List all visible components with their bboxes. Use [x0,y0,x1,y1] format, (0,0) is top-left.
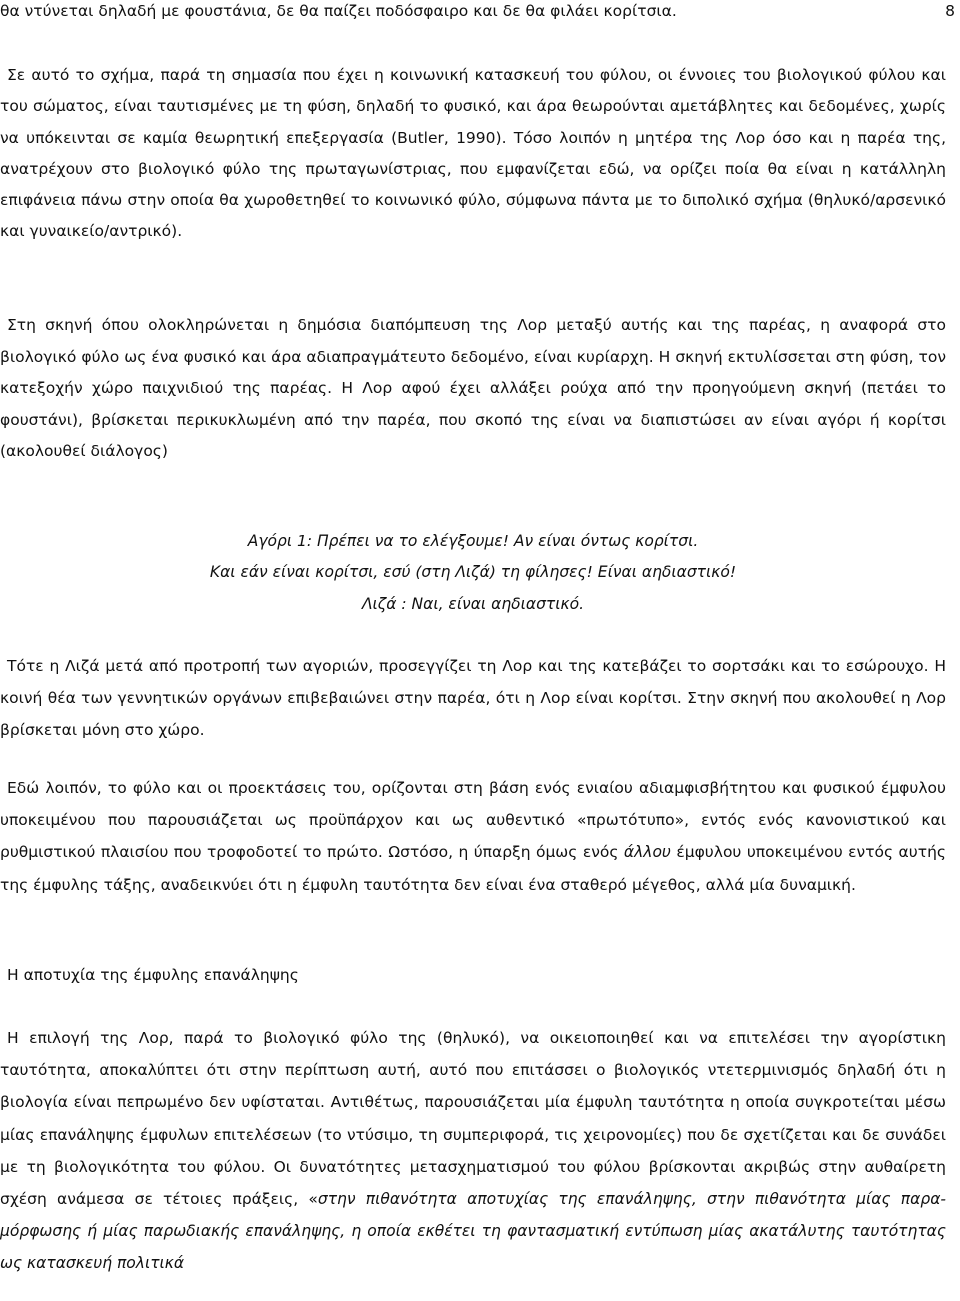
dialogue-block [0,526,946,620]
emphasized-word: άλλου [623,843,671,862]
page-header [0,0,960,24]
previous-page-fragment: θα ντύνεται δηλαδή με φουστάνια, δε θα παίζει ποδόσφαιρο και δε θα φιλάει κορίτσια. [0,2,677,20]
paragraph-liza-scene [0,650,946,746]
paragraph-text: Στη σκηνή όπου ολοκληρώνεται η δημόσια διαπόμπευση της Λορ μεταξύ αυτής και της παρέας, η αναφορά στο βιολογικό φύλο ως ένα φυσικό και άρα αδιαπραγμάτευτο δεδομένο, είναι κυρίαρχη. Η σκηνή εκτυλίσσεται στη φύση, τον κατεξοχήν χώρο παιχνιδιού της παρέας. Η Λορ αφού έχει αλλάξει ρούχα από την προηγούμενη σκηνή (πετάει το φουστάνι), βρίσκεται περικυκλωμένη από την παρέα, που σκοπό της είναι να διαπιστώσει αν είναι αγόρι ή κορίτσι (ακολουθεί διάλογος) [0,316,946,461]
dialogue-line: Αγόρι 1: Πρέπει να το ελέγξουμε! Αν είναι όντως κορίτσι. [247,532,699,550]
paragraph-text: Σε αυτό το σχήμα, παρά τη σημασία που έχει η κοινωνική κατασκευή του φύλου, οι έννοιες του βιολογικού φύλου και του σώματος, είναι ταυτισμένες με τη φύση, δηλαδή το φυσικό, και άρα θεωρούνται αμετάβλητες και δεδομένες, χωρίς να υπόκεινται σε καμία θεωρητική επεξεργασία (Butler, 1990). Τόσο λοιπόν η μητέρα της Λορ όσο και η παρέα της, ανατρέχουν στο βιολογικό φύλο της πρωταγωνίστριας, που εμφανίζεται εδώ, να ορίζει ποία θα είναι η κατάλληλη επιφάνεια πάνω στην οποία θα χωροθετηθεί το κοινωνικό φύλο, σύμφωνα πάντα με το διπολικό σχήμα (θηλυκό/αρσενικό και γυναικείο/αντρικό). [0,66,946,241]
paragraph-text-start: Η επιλογή της Λορ, παρά το βιολογικό φύλο της (θηλυκό), να οικειοποιηθεί και να επιτελέσει την αγορίστικη ταυτότητα, αποκαλύπτει ότι στην περίπτωση αυτή, αυτό που επιτάσσει ο βιολογικός ντετερμινισμός δηλαδή ότι η βιολογία είναι πεπρωμένο δεν υφίσταται. Αντιθέτως, παρουσιάζεται μία έμφυλη ταυτότητα η οποία συγκροτείται μέσω μίας επανάληψης έμφυλων επιτελέσεων (το ντύσιμο, τη συμπεριφορά, τις χειρονομίες) που δε σχετίζεται και δε συνάδει με τη βιολογικότητα του φύλου. Οι δυνατότητες μετασχηματισμού του φύλου βρίσκονται ακριβώς στην αυθαίρετη σχέση ανάμεσα σε τέτοιες πράξεις, « [0,1029,946,1209]
page-number: 8 [945,2,955,20]
paragraph-text: Τότε η Λιζά μετά από προτροπή των αγοριών, προσεγγίζει τη Λορ και της κατεβάζει το σορτσάκι και το εσώρουχο. Η κοινή θέα των γεννητικών οργάνων επιβεβαιώνει στην παρέα, ότι η Λορ είναι κορίτσι. Στην σκηνή που ακολουθεί η Λορ βρίσκεται μόνη στο χώρο. [0,657,946,739]
paragraph-gender-body-nature [0,60,946,248]
dialogue-line: Και εάν είναι κορίτσι, εσύ (στη Λιζά) τη φίλησες! Είναι αηδιαστικό! [209,563,737,582]
paragraph-gender-subject [0,772,946,901]
paragraph-gender-repetition [0,1022,946,1280]
section-heading: Η αποτυχία της έμφυλης επανάληψης [7,966,299,984]
quoted-italic-passage: στην πιθανότητα αποτυχίας της επανάληψης, στην πιθανότητα μίας παρα-μόρφωσης ή μίας παρωδιακής επανάληψης, η οποία εκθέτει τη φαντασματική εντύπωση μίας ακατάλυτης ταυτότητας ως κατασκευή πολιτικά [0,1190,947,1273]
paragraph-public-humiliation-scene [0,310,946,468]
paragraph-text-start: Εδώ λοιπόν, το φύλο και οι προεκτάσεις του, ορίζονται στη βάση ενός ενιαίου αδιαμφισβήτητου και φυσικού έμφυλου υποκειμένου που παρουσιάζεται ως προϋπάρχον και ως αυθεντικό «πρωτότυπο», εντός ενός κανονιστικού και ρυθμιστικού πλαισίου που τροφοδοτεί το πρώτο. Ωστόσο, η ύπαρξη όμως ενός [0,779,946,862]
paragraph-text-end: έμφυλου υποκειμένου εντός αυτής της έμφυλης τάξης, αναδεικνύει ότι η έμφυλη ταυτότητα δεν είναι ένα σταθερό μέγεθος, αλλά μία δυναμική. [0,843,946,894]
dialogue-line: Λιζά : Ναι, είναι αηδιαστικό. [361,594,585,613]
